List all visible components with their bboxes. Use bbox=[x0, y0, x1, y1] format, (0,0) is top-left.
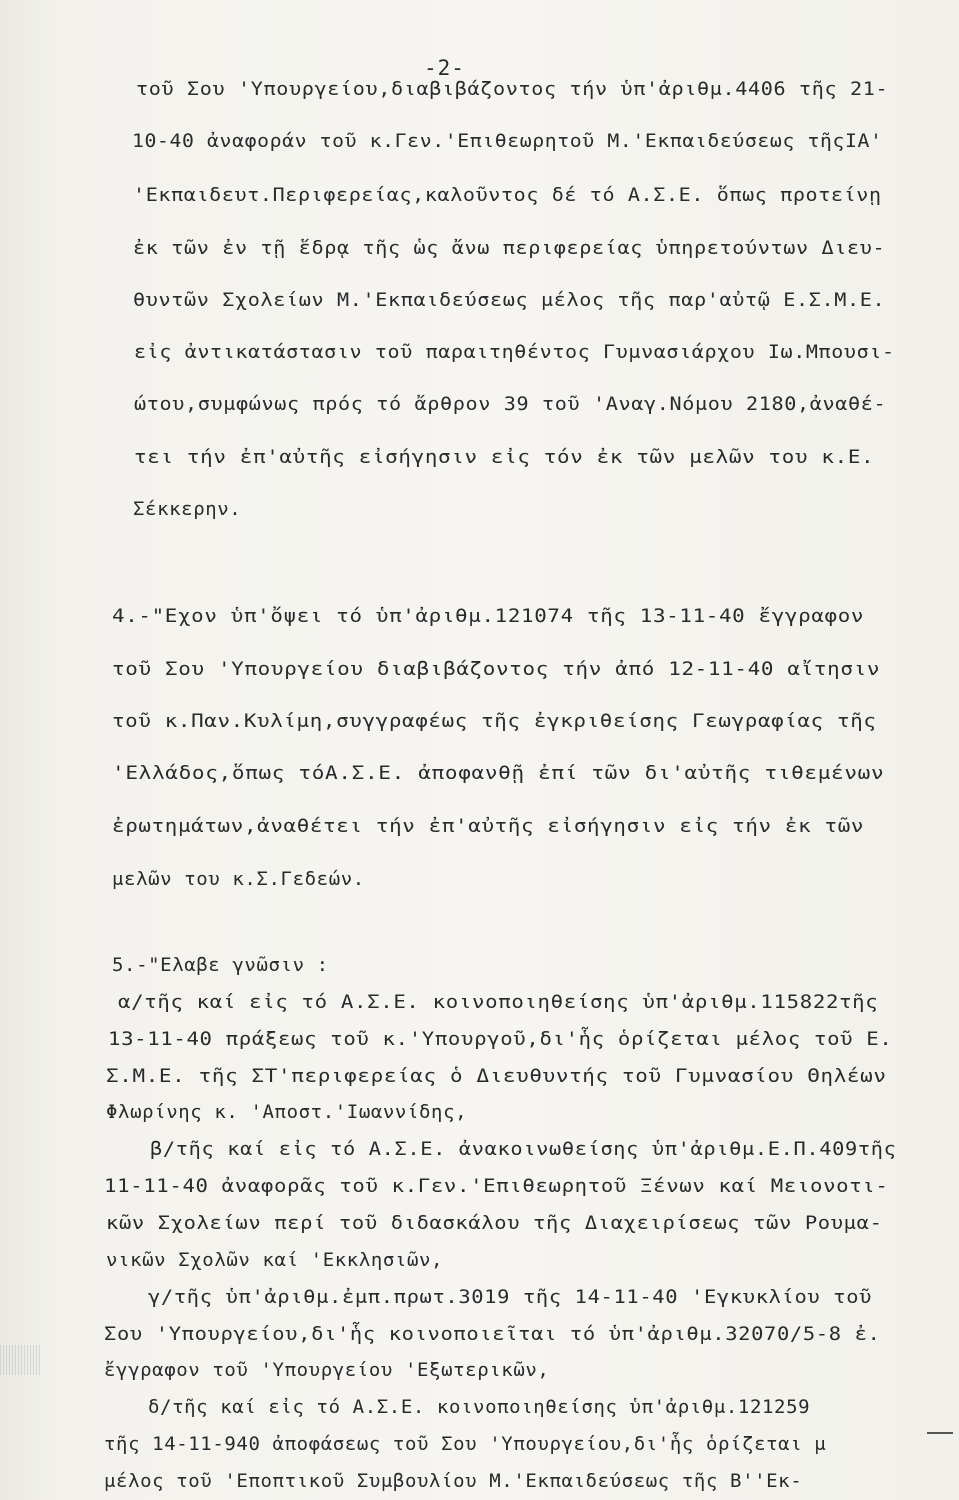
text-line: τοῦ κ.Παν.Κυλίμη,συγγραφέως τῆς ἐγκριθείσης Γεωγραφίας τῆς bbox=[112, 710, 877, 732]
text-line: νικῶν Σχολῶν καί 'Εκκλησιῶν, bbox=[106, 1249, 444, 1271]
text-line: 4.-"Εχον ὑπ'ὄψει τό ὑπ'ἀριθμ.121074 τῆς 13-11-40 ἔγγραφον bbox=[112, 605, 865, 627]
text-line: Σου 'Υπουργείου,δι'ἧς κοινοποιεῖται τό ὑπ'ἀριθμ.32070/5-8 ἐ. bbox=[104, 1323, 881, 1345]
text-line: δ/τῆς καί εἰς τό Α.Σ.Ε. κοινοποιηθείσης ὑπ'ἀριθμ.121259 bbox=[148, 1396, 811, 1418]
text-line: μέλος τοῦ 'Εποπτικοῦ Συμβουλίου Μ.'Εκπαιδεύσεως τῆς Β''Εκ- bbox=[104, 1470, 803, 1492]
margin-dash bbox=[927, 1432, 953, 1434]
text-line: ἐρωτημάτων,ἀναθέτει τήν ἐπ'αὐτῆς εἰσήγησιν εἰς τήν ἐκ τῶν bbox=[112, 815, 865, 837]
text-line: 'Ελλάδος,ὅπως τόΑ.Σ.Ε. ἀποφανθῇ ἐπί τῶν δι'αὐτῆς τιθεμένων bbox=[112, 762, 885, 784]
text-line: κῶν Σχολείων περί τοῦ διδασκάλου τῆς Διαχειρίσεως τῶν Ρουμα- bbox=[106, 1212, 883, 1234]
text-line: 5.-"Ελαβε γνῶσιν : bbox=[112, 954, 329, 976]
text-line: 13-11-40 πράξεως τοῦ κ.'Υπουργοῦ,δι'ἧς ὁρίζεται μέλος τοῦ Ε. bbox=[108, 1028, 893, 1050]
text-line: ώτου,συμφώνως πρός τό ἄρθρον 39 τοῦ 'Αναγ.Νόμου 2180,ἀναθέ- bbox=[134, 393, 887, 415]
text-line: θυντῶν Σχολείων Μ.'Εκπαιδεύσεως μέλος τῆς παρ'αὐτῷ Ε.Σ.Μ.Ε. bbox=[133, 289, 886, 311]
text-line: Σ.Μ.Ε. τῆς ΣΤ'περιφερείας ὁ Διευθυντής τοῦ Γυμνασίου Θηλέων bbox=[106, 1065, 887, 1087]
text-line: τοῦ Σου 'Υπουργείου διαβιβάζοντος τήν ἀπό 12-11-40 αἴτησιν bbox=[112, 658, 881, 680]
text-line: 10-40 ἀναφοράν τοῦ κ.Γεν.'Επιθεωρητοῦ Μ.'Εκπαιδεύσεως τῆςΙΑ' bbox=[132, 130, 883, 152]
text-line: ἔγγραφον τοῦ 'Υπουργείου 'Εξωτερικῶν, bbox=[104, 1359, 550, 1381]
text-line: ἐκ τῶν ἐν τῇ ἕδρᾳ τῆς ὡς ἄνω περιφερείας ὑπηρετούντων Διευ- bbox=[133, 237, 886, 259]
text-line: 'Εκπαιδευτ.Περιφερείας,καλοῦντος δέ τό Α.Σ.Ε. ὅπως προτείνῃ bbox=[133, 184, 882, 206]
text-line: β/τῆς καί εἰς τό Α.Σ.Ε. ἀνακοινωθείσης ὑπ'ἀριθμ.Ε.Π.409τῆς bbox=[150, 1138, 897, 1160]
page-number: -2- bbox=[424, 56, 465, 80]
text-line: 11-11-40 ἀναφορᾶς τοῦ κ.Γεν.'Επιθεωρητοῦ Ξένων καί Μειονοτι- bbox=[104, 1175, 889, 1197]
text-line: τῆς 14-11-940 ἀποφάσεως τοῦ Σου 'Υπουργείου,δι'ἧς ὁρίζεται μ bbox=[104, 1433, 827, 1455]
text-line: α/τῆς καί εἰς τό Α.Σ.Ε. κοινοποιηθείσης ὑπ'ἀριθμ.115822τῆς bbox=[118, 991, 879, 1013]
text-line: εἰς ἀντικατάστασιν τοῦ παραιτηθέντος Γυμνασιάρχου Ιω.Μπουσι- bbox=[134, 341, 895, 363]
text-line: τοῦ Σου 'Υπουργείου,διαβιβάζοντος τήν ὑπ'ἀριθμ.4406 τῆς 21- bbox=[136, 78, 889, 100]
bleed-through-smudge bbox=[0, 1345, 40, 1375]
text-line: μελῶν του κ.Σ.Γεδεών. bbox=[112, 868, 365, 890]
text-line: γ/τῆς ὑπ'ἀριθμ.ἐμπ.πρωτ.3019 τῆς 14-11-40 'Εγκυκλίου τοῦ bbox=[148, 1286, 873, 1308]
text-line: Φλωρίνης κ. 'Αποστ.'Ιωαννίδης, bbox=[106, 1101, 468, 1123]
text-line: Σέκκερην. bbox=[133, 498, 242, 520]
text-line: τει τήν ἐπ'αὐτῆς εἰσήγησιν εἰς τόν ἐκ τῶν μελῶν του κ.Ε. bbox=[134, 446, 875, 468]
